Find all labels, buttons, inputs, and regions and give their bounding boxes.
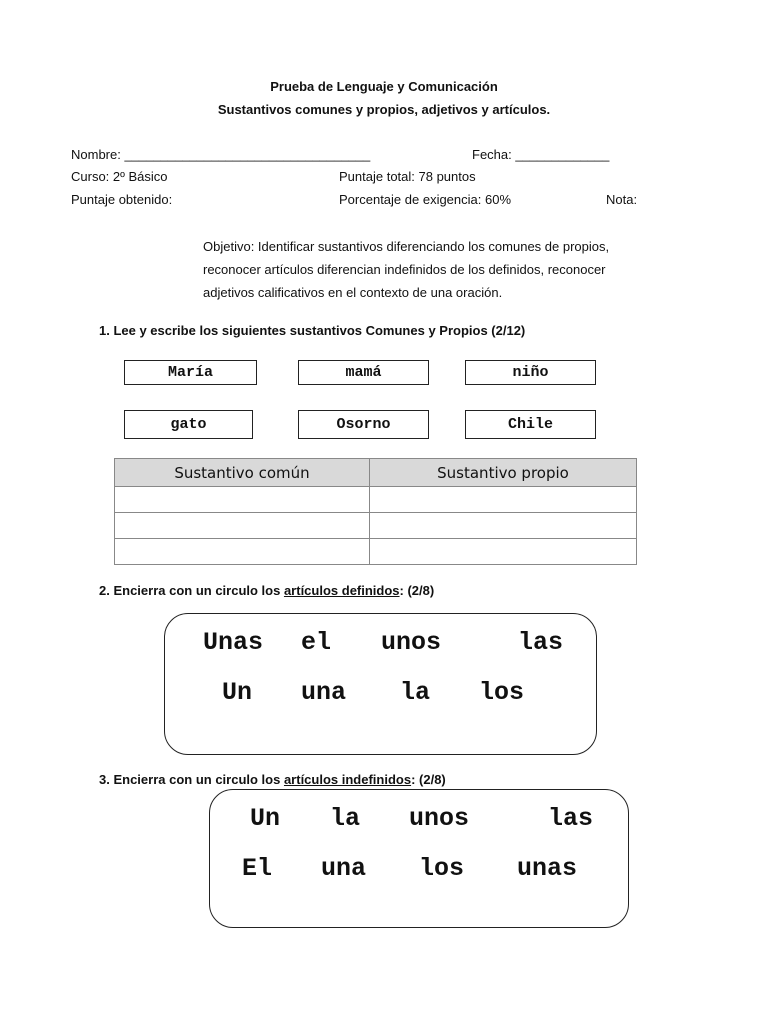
nombre-field: Nombre: __________________________________	[71, 147, 371, 162]
article-word[interactable]: el	[301, 628, 332, 657]
question-2-prefix: 2. Encierra con un circulo los	[99, 583, 284, 598]
table-row	[115, 513, 637, 539]
answer-cell[interactable]	[115, 513, 370, 539]
page-subtitle: Sustantivos comunes y propios, adjetivos y artículos.	[217, 102, 551, 117]
column-header-propio: Sustantivo propio	[370, 459, 637, 487]
article-word[interactable]: las	[548, 804, 594, 833]
word-box: mamá	[298, 360, 429, 385]
question-2	[99, 583, 434, 598]
word-box: Osorno	[298, 410, 429, 439]
puntaje-total-label: Puntaje total: 78 puntos	[339, 169, 476, 184]
article-word[interactable]: las	[518, 628, 564, 657]
article-word[interactable]: unos	[409, 804, 470, 833]
page-title: Prueba de Lenguaje y Comunicación	[270, 79, 498, 94]
table-row	[115, 487, 637, 513]
answer-cell[interactable]	[370, 539, 637, 565]
sustantivos-table	[114, 458, 637, 565]
table-row	[115, 539, 637, 565]
word-box: gato	[124, 410, 253, 439]
objective-line: Objetivo: Identificar sustantivos diferenciando los comunes de propios,	[203, 239, 610, 254]
objective-line: adjetivos calificativos en el contexto de una oración.	[203, 285, 503, 300]
puntaje-obtenido-label: Puntaje obtenido:	[71, 192, 173, 207]
article-word[interactable]: Un	[222, 678, 253, 707]
word-box: María	[124, 360, 257, 385]
word-box: niño	[465, 360, 596, 385]
table-header-row	[115, 459, 637, 487]
article-word[interactable]: una	[301, 678, 347, 707]
porcentaje-label: Porcentaje de exigencia: 60%	[339, 192, 512, 207]
article-word[interactable]: Un	[250, 804, 281, 833]
answer-cell[interactable]	[115, 539, 370, 565]
article-word[interactable]: unos	[381, 628, 442, 657]
question-3	[99, 772, 446, 787]
question-1: 1. Lee y escribe los siguientes sustantivos Comunes y Propios (2/12)	[99, 323, 526, 338]
article-word[interactable]: la	[330, 804, 361, 833]
objective-text	[203, 235, 703, 304]
question-2-keyword: artículos definidos	[283, 583, 400, 598]
article-word[interactable]: una	[321, 854, 367, 883]
question-3-suffix: : (2/8)	[411, 772, 446, 787]
answer-cell[interactable]	[370, 487, 637, 513]
article-word[interactable]: la	[400, 678, 431, 707]
question-3-keyword: artículos indefinidos	[283, 772, 412, 787]
article-word[interactable]: unas	[517, 854, 578, 883]
objective-line: reconocer artículos diferencian indefinidos de los definidos, reconocer	[203, 262, 606, 277]
article-word[interactable]: los	[419, 854, 465, 883]
column-header-comun: Sustantivo común	[115, 459, 370, 487]
article-word[interactable]: El	[242, 854, 273, 883]
nota-label: Nota:	[606, 192, 638, 207]
question-2-suffix: : (2/8)	[399, 583, 435, 598]
answer-cell[interactable]	[115, 487, 370, 513]
fecha-field: Fecha: _____________	[472, 147, 610, 162]
article-word[interactable]: los	[479, 678, 525, 707]
curso-label: Curso: 2º Básico	[71, 169, 168, 184]
article-word[interactable]: Unas	[203, 628, 264, 657]
word-box: Chile	[465, 410, 596, 439]
question-3-prefix: 3. Encierra con un circulo los	[99, 772, 284, 787]
answer-cell[interactable]	[370, 513, 637, 539]
